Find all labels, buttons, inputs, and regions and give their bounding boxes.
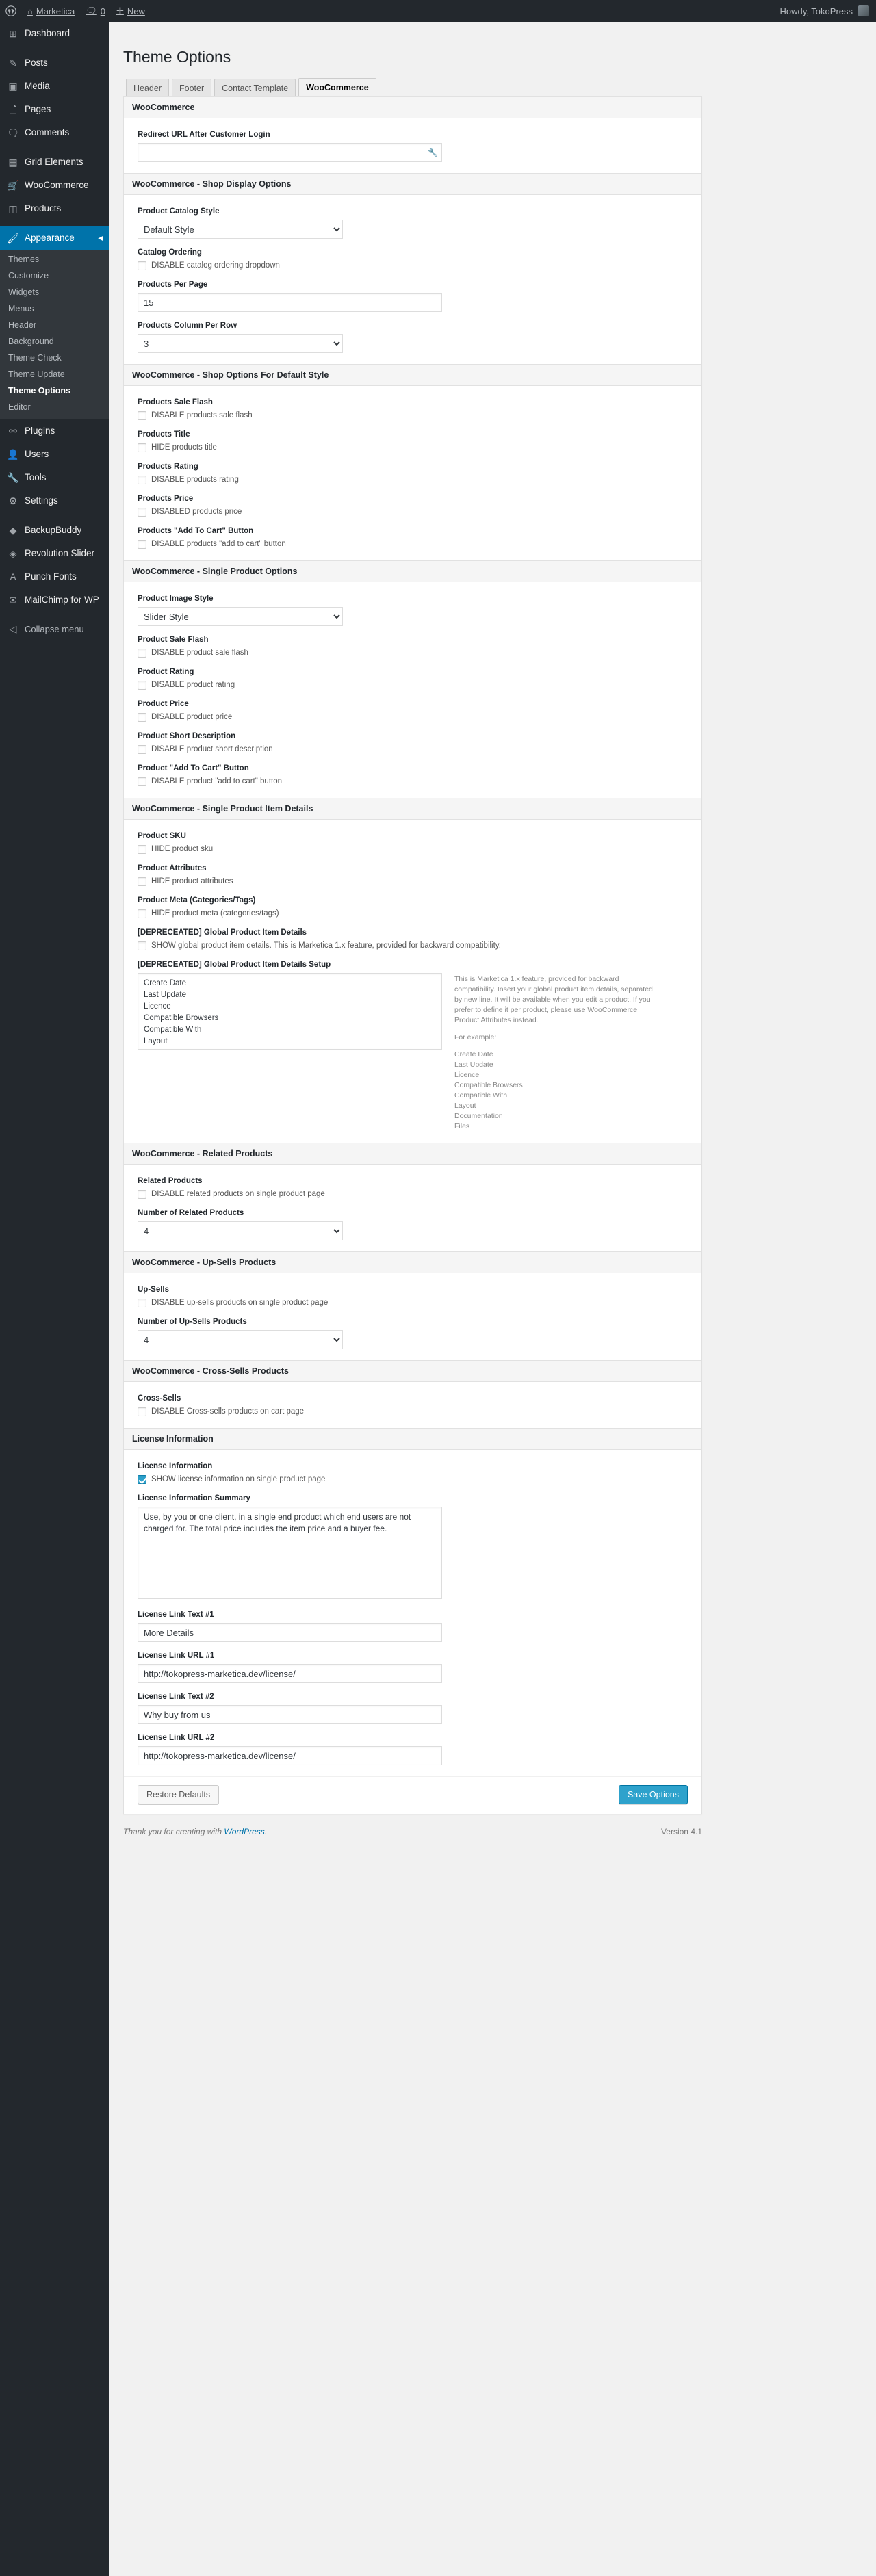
wordpress-link[interactable]: WordPress: [224, 1827, 265, 1836]
admin-sidebar-menu[interactable]: [0, 22, 110, 2576]
product-catalog-style-label: Product Catalog Style: [138, 207, 220, 216]
save-options-button[interactable]: Save Options: [619, 1785, 688, 1804]
grid-icon: ▦: [8, 157, 18, 168]
product-rating-checkbox-label: DISABLE product rating: [151, 681, 235, 689]
section-heading-upsells: WooCommerce - Up-Sells Products: [124, 1251, 701, 1273]
products-icon: ◫: [8, 203, 18, 214]
product-meta-checkbox-row[interactable]: [138, 909, 688, 919]
product-add-to-cart-checkbox-row[interactable]: [138, 777, 688, 787]
sidebar-item-label: Media: [25, 81, 50, 91]
deprecated-global-item-details-checkbox-row[interactable]: [138, 941, 688, 951]
plus-icon: ✛: [116, 5, 124, 16]
upsells-label: Up-Sells: [138, 1286, 170, 1294]
section-body-single-product: [124, 582, 701, 798]
product-short-description-checkbox[interactable]: [138, 745, 146, 754]
footer-thanks: [123, 1827, 267, 1836]
tools-icon: 🔧: [7, 472, 19, 483]
related-products-checkbox-label: DISABLE related products on single product page: [151, 1190, 325, 1198]
section-body-woocommerce: [124, 118, 701, 173]
product-meta-label: Product Meta (Categories/Tags): [138, 896, 256, 905]
page-icon: 🗋: [9, 104, 17, 115]
section-body-item-details: [124, 820, 701, 1143]
sidebar-item-label: WooCommerce: [25, 180, 89, 190]
page-title: Theme Options: [123, 48, 231, 66]
field-upsells: [138, 1286, 688, 1308]
products-sale-flash-checkbox[interactable]: [138, 411, 146, 420]
license-link-text-2-input[interactable]: [138, 1705, 442, 1724]
submenu-item-header[interactable]: Header: [8, 320, 36, 330]
field-products-add-to-cart: [138, 527, 688, 549]
howdy-label: Howdy, TokoPress: [780, 5, 853, 16]
products-rating-checkbox-label: DISABLE products rating: [151, 476, 239, 484]
number-of-upsells-select[interactable]: [138, 1330, 343, 1349]
submenu-item-editor[interactable]: Editor: [8, 402, 31, 412]
sidebar-item-tools[interactable]: [0, 466, 110, 489]
products-sale-flash-checkbox-row[interactable]: [138, 411, 688, 421]
comment-bubble-icon: 🗨: [7, 127, 19, 138]
main-content: [110, 22, 876, 2576]
products-rating-label: Products Rating: [138, 463, 198, 471]
font-icon: A: [10, 571, 16, 582]
section-heading-item-details: WooCommerce - Single Product Item Details: [124, 798, 701, 820]
help-example-item: Documentation: [454, 1112, 503, 1120]
sidebar-separator: [0, 144, 110, 151]
product-rating-checkbox-row[interactable]: [138, 680, 688, 690]
products-title-checkbox-label: HIDE products title: [151, 443, 217, 452]
global-item-details-setup-wrap: [138, 973, 688, 1132]
products-sale-flash-checkbox-label: DISABLE products sale flash: [151, 411, 253, 419]
section-body-crosssells: [124, 1382, 701, 1428]
product-sale-flash-checkbox-row[interactable]: [138, 648, 688, 658]
sidebar-item-label: Users: [25, 449, 49, 459]
gear-icon: ⚙: [8, 495, 18, 506]
field-number-of-upsells: [138, 1318, 688, 1349]
field-product-rating: [138, 668, 688, 690]
field-catalog-ordering: [138, 248, 688, 271]
sidebar-item-plugins[interactable]: [0, 419, 110, 443]
product-rating-checkbox[interactable]: [138, 681, 146, 690]
submenu-item-background[interactable]: Background: [8, 337, 54, 346]
section-heading-crosssells: WooCommerce - Cross-Sells Products: [124, 1360, 701, 1382]
product-short-description-checkbox-row[interactable]: [138, 744, 688, 755]
tab-woocommerce[interactable]: WooCommerce: [298, 78, 376, 96]
product-sku-label: Product SKU: [138, 832, 186, 840]
help-example-item: Last Update: [454, 1061, 493, 1069]
submenu-item-customize[interactable]: Customize: [8, 271, 49, 281]
field-license-summary: [138, 1494, 688, 1601]
sidebar-item-users[interactable]: [0, 443, 110, 466]
cart-icon: 🛒: [7, 180, 19, 191]
submenu-item-theme-check[interactable]: Theme Check: [8, 353, 62, 363]
product-attributes-checkbox[interactable]: [138, 877, 146, 886]
sidebar-item-woocommerce[interactable]: [0, 174, 110, 197]
product-sku-checkbox-label: HIDE product sku: [151, 845, 214, 853]
number-of-related-products-label: Number of Related Products: [138, 1209, 244, 1217]
product-price-checkbox-label: DISABLE product price: [151, 713, 233, 721]
tab-contact-template[interactable]: Contact Template: [214, 79, 296, 96]
products-title-checkbox[interactable]: [138, 443, 146, 452]
field-products-rating: [138, 463, 688, 485]
products-column-label: Products Column Per Row: [138, 322, 237, 330]
upsells-checkbox[interactable]: [138, 1299, 146, 1307]
product-short-description-label: Product Short Description: [138, 732, 236, 740]
product-image-style-select[interactable]: [138, 607, 343, 626]
field-license-link-url-1: [138, 1652, 688, 1683]
global-item-details-help: [454, 973, 660, 1132]
upsells-checkbox-row[interactable]: [138, 1298, 688, 1308]
products-column-select[interactable]: [138, 334, 343, 353]
field-license-information: [138, 1462, 688, 1485]
sidebar-item-label: Products: [25, 203, 62, 213]
users-icon: 👤: [7, 449, 19, 460]
upsells-checkbox-label: DISABLE up-sells products on single product page: [151, 1299, 328, 1307]
section-body-related: [124, 1165, 701, 1251]
field-product-meta: [138, 896, 688, 919]
tab-footer[interactable]: Footer: [172, 79, 211, 96]
product-sale-flash-label: Product Sale Flash: [138, 636, 209, 644]
dashboard-icon: ⊞: [9, 28, 17, 39]
section-heading-shop-display: WooCommerce - Shop Display Options: [124, 173, 701, 195]
field-products-column-per-row: [138, 322, 688, 353]
comment-bubble-icon: 🗨: [86, 5, 97, 16]
field-product-image-style: [138, 595, 688, 626]
sidebar-item-label: Comments: [25, 127, 70, 138]
admin-bar: [0, 0, 876, 22]
license-link-url-1-label: License Link URL #1: [138, 1652, 215, 1660]
field-license-link-text-1: [138, 1611, 688, 1642]
crosssells-label: Cross-Sells: [138, 1394, 181, 1403]
chevron-left-icon: ◁: [9, 623, 17, 634]
field-license-link-url-2: [138, 1734, 688, 1765]
product-price-label: Product Price: [138, 700, 189, 708]
field-product-sku: [138, 832, 688, 855]
sidebar-item-label: MailChimp for WP: [25, 595, 99, 605]
help-paragraph-1: This is Marketica 1.x feature, provided for backward compatibility. Insert your global product item details, separated by new line. It will be available when you edit a product. If you prefer to define it per product, please use WooCommerce Product Attributes instead.: [454, 975, 653, 1024]
related-products-checkbox-row[interactable]: [138, 1189, 688, 1199]
sidebar-separator: [0, 512, 110, 519]
backupbuddy-icon: ◆: [9, 525, 17, 536]
sidebar-item-dashboard[interactable]: [0, 22, 110, 45]
field-product-short-description: [138, 732, 688, 755]
chevron-right-icon: ◂: [98, 233, 103, 243]
sidebar-item-pages[interactable]: [0, 98, 110, 121]
section-heading-related: WooCommerce - Related Products: [124, 1143, 701, 1165]
help-paragraph-2: For example:: [454, 1033, 497, 1041]
number-of-upsells-label: Number of Up-Sells Products: [138, 1318, 247, 1326]
related-products-checkbox[interactable]: [138, 1190, 146, 1199]
media-icon: ▣: [8, 81, 18, 92]
theme-options-panel: [123, 96, 702, 1814]
products-title-label: Products Title: [138, 430, 190, 439]
license-information-checkbox-row[interactable]: [138, 1474, 688, 1485]
redirect-url-input[interactable]: [138, 143, 442, 162]
footer-thanks-post: .: [264, 1827, 268, 1836]
help-example-item: Create Date: [454, 1050, 493, 1058]
help-example-list: [454, 1050, 660, 1132]
submenu-item-theme-options[interactable]: Theme Options: [8, 386, 70, 395]
field-related-products: [138, 1177, 688, 1199]
product-add-to-cart-checkbox[interactable]: [138, 777, 146, 786]
sidebar-separator: [0, 220, 110, 226]
sidebar-item-label: Appearance: [25, 233, 75, 243]
field-products-per-page: [138, 281, 688, 312]
help-example-item: Compatible With: [454, 1091, 508, 1100]
section-heading-license: License Information: [124, 1428, 701, 1450]
sidebar-item-punch-fonts[interactable]: [0, 565, 110, 588]
redirect-url-input-wrap: [138, 143, 442, 162]
collapse-menu-label: Collapse menu: [25, 624, 84, 634]
license-link-text-1-input[interactable]: [138, 1623, 442, 1642]
crosssells-checkbox-label: DISABLE Cross-sells products on cart page: [151, 1407, 305, 1416]
products-add-to-cart-checkbox-row[interactable]: [138, 539, 688, 549]
field-redirect-url: [138, 131, 688, 162]
wp-version-label: Version 4.1: [660, 1827, 702, 1836]
redirect-url-label: Redirect URL After Customer Login: [138, 131, 270, 139]
slider-icon: ◈: [9, 548, 17, 559]
brush-icon: 🖌: [7, 233, 19, 244]
sidebar-item-label: Dashboard: [25, 28, 70, 38]
help-example-item: Layout: [454, 1102, 476, 1110]
sidebar-item-label: Tools: [25, 472, 47, 482]
products-price-checkbox[interactable]: [138, 508, 146, 517]
product-price-checkbox-row[interactable]: [138, 712, 688, 723]
number-of-related-products-select[interactable]: [138, 1221, 343, 1240]
catalog-ordering-checkbox[interactable]: [138, 261, 146, 270]
catalog-ordering-checkbox-row[interactable]: [138, 261, 688, 271]
help-example-item: Files: [454, 1122, 470, 1130]
submenu-item-widgets[interactable]: Widgets: [8, 287, 40, 297]
home-icon: ⌂: [27, 5, 33, 16]
sidebar-item-grid-elements[interactable]: [0, 151, 110, 174]
footer-thanks-pre: Thank you for creating with: [123, 1827, 224, 1836]
license-information-checkbox[interactable]: [138, 1475, 146, 1484]
pin-icon: ✎: [9, 57, 17, 68]
sidebar-item-appearance[interactable]: [0, 226, 110, 419]
admin-bar-site-name[interactable]: [22, 0, 80, 22]
product-price-checkbox[interactable]: [138, 713, 146, 722]
deprecated-global-item-details-checkbox-label: SHOW global product item details. This is Marketica 1.x feature, provided for backward compatibility.: [151, 941, 501, 950]
theme-options-tabs[interactable]: [123, 77, 862, 96]
avatar: [858, 5, 869, 16]
help-example-item: Compatible Browsers: [454, 1081, 523, 1089]
submenu-item-theme-update[interactable]: Theme Update: [8, 369, 65, 379]
deprecated-global-item-details-label: [DEPRECEATED] Global Product Item Details: [138, 928, 307, 937]
product-sale-flash-checkbox-label: DISABLE product sale flash: [151, 649, 248, 657]
field-global-item-details-setup: [138, 961, 688, 1132]
field-products-title: [138, 430, 688, 453]
product-catalog-style-select[interactable]: [138, 220, 343, 239]
license-link-url-2-input[interactable]: [138, 1746, 442, 1765]
products-per-page-label: Products Per Page: [138, 281, 208, 289]
sidebar-list: [0, 22, 110, 640]
field-products-price: [138, 495, 688, 517]
field-license-link-text-2: [138, 1693, 688, 1724]
field-crosssells: [138, 1394, 688, 1417]
sidebar-item-label: Revolution Slider: [25, 548, 95, 558]
products-rating-checkbox-row[interactable]: [138, 475, 688, 485]
comments-count: 0: [100, 5, 105, 16]
product-image-style-label: Product Image Style: [138, 595, 214, 603]
product-add-to-cart-label: Product "Add To Cart" Button: [138, 764, 249, 772]
sidebar-item-revolution-slider[interactable]: [0, 542, 110, 565]
products-title-checkbox-row[interactable]: [138, 443, 688, 453]
global-item-details-setup-textarea[interactable]: [138, 973, 442, 1050]
sidebar-item-products[interactable]: [0, 197, 110, 220]
license-link-url-2-label: License Link URL #2: [138, 1734, 215, 1742]
license-information-checkbox-label: SHOW license information on single product page: [151, 1475, 326, 1483]
license-link-text-2-label: License Link Text #2: [138, 1693, 214, 1701]
sidebar-item-label: BackupBuddy: [25, 525, 82, 535]
products-price-checkbox-label: DISABLED products price: [151, 508, 242, 516]
submenu-item-menus[interactable]: Menus: [8, 304, 34, 313]
admin-bar-account[interactable]: [780, 0, 876, 22]
sidebar-item-posts[interactable]: [0, 51, 110, 75]
wp-footer: [123, 1814, 702, 1845]
license-summary-label: License Information Summary: [138, 1494, 250, 1502]
products-price-label: Products Price: [138, 495, 194, 503]
help-example-item: Licence: [454, 1071, 480, 1079]
admin-bar-comments[interactable]: [80, 0, 111, 22]
mailchimp-icon: ✉: [9, 595, 17, 606]
product-attributes-checkbox-row[interactable]: [138, 876, 688, 887]
products-sale-flash-label: Products Sale Flash: [138, 398, 213, 406]
field-product-price: [138, 700, 688, 723]
product-rating-label: Product Rating: [138, 668, 194, 676]
field-product-sale-flash: [138, 636, 688, 658]
global-item-details-setup-label: [DEPRECEATED] Global Product Item Details Setup: [138, 961, 331, 969]
sidebar-item-media[interactable]: [0, 75, 110, 98]
sidebar-item-label: Settings: [25, 495, 58, 506]
wrench-icon[interactable]: 🔧: [428, 148, 438, 157]
license-information-label: License Information: [138, 1462, 213, 1470]
crosssells-checkbox-row[interactable]: [138, 1407, 688, 1417]
field-products-sale-flash: [138, 398, 688, 421]
sidebar-separator: [0, 612, 110, 618]
section-heading-shop-default: WooCommerce - Shop Options For Default Style: [124, 364, 701, 386]
restore-defaults-button[interactable]: Restore Defaults: [138, 1785, 219, 1804]
admin-bar-wp-logo[interactable]: [0, 0, 22, 22]
section-heading-single-product: WooCommerce - Single Product Options: [124, 560, 701, 582]
plug-icon: ⚯: [9, 426, 17, 437]
product-attributes-checkbox-label: HIDE product attributes: [151, 877, 233, 885]
field-product-attributes: [138, 864, 688, 887]
crosssells-checkbox[interactable]: [138, 1407, 146, 1416]
products-add-to-cart-checkbox-label: DISABLE products "add to cart" button: [151, 540, 286, 548]
catalog-ordering-checkbox-label: DISABLE catalog ordering dropdown: [151, 261, 280, 270]
products-add-to-cart-checkbox[interactable]: [138, 540, 146, 549]
related-products-label: Related Products: [138, 1177, 203, 1185]
tab-header[interactable]: Header: [126, 79, 169, 96]
product-meta-checkbox-label: HIDE product meta (categories/tags): [151, 909, 279, 918]
product-attributes-label: Product Attributes: [138, 864, 207, 872]
product-sale-flash-checkbox[interactable]: [138, 649, 146, 658]
sidebar-item-settings[interactable]: [0, 489, 110, 512]
sidebar-item-label: Posts: [25, 57, 48, 68]
field-product-add-to-cart: [138, 764, 688, 787]
section-body-upsells: [124, 1273, 701, 1360]
sidebar-item-label: Plugins: [25, 426, 55, 436]
sidebar-item-mailchimp[interactable]: [0, 588, 110, 612]
catalog-ordering-label: Catalog Ordering: [138, 248, 202, 257]
collapse-menu-button[interactable]: [0, 618, 110, 640]
site-name-label: Marketica: [36, 5, 75, 16]
wordpress-logo-icon: [5, 5, 16, 16]
product-add-to-cart-checkbox-label: DISABLE product "add to cart" button: [151, 777, 282, 785]
product-short-description-checkbox-label: DISABLE product short description: [151, 745, 273, 753]
new-label: New: [127, 5, 145, 16]
deprecated-global-item-details-checkbox[interactable]: [138, 941, 146, 950]
sidebar-item-label: Pages: [25, 104, 51, 114]
product-sku-checkbox[interactable]: [138, 845, 146, 854]
license-summary-textarea[interactable]: [138, 1507, 442, 1599]
appearance-submenu[interactable]: [0, 250, 110, 419]
admin-bar-new-content[interactable]: [111, 0, 151, 22]
sidebar-item-label: Grid Elements: [25, 157, 83, 167]
products-add-to-cart-label: Products "Add To Cart" Button: [138, 527, 254, 535]
products-per-page-input[interactable]: [138, 293, 442, 312]
section-heading-woocommerce: WooCommerce: [124, 96, 701, 118]
license-link-url-1-input[interactable]: [138, 1664, 442, 1683]
product-sku-checkbox-row[interactable]: [138, 844, 688, 855]
section-body-shop-default: [124, 386, 701, 560]
license-link-text-1-label: License Link Text #1: [138, 1611, 214, 1619]
sidebar-item-backupbuddy[interactable]: [0, 519, 110, 542]
section-body-license: [124, 1450, 701, 1776]
section-body-shop-display: [124, 195, 701, 364]
field-number-of-related-products: [138, 1209, 688, 1240]
field-product-catalog-style: [138, 207, 688, 239]
products-price-checkbox-row[interactable]: [138, 507, 688, 517]
sidebar-separator: [0, 45, 110, 51]
products-rating-checkbox[interactable]: [138, 476, 146, 484]
field-deprecated-global-item-details: [138, 928, 688, 951]
product-meta-checkbox[interactable]: [138, 909, 146, 918]
panel-footer: [124, 1776, 701, 1814]
sidebar-item-comments[interactable]: [0, 121, 110, 144]
sidebar-item-label: Punch Fonts: [25, 571, 77, 582]
submenu-item-themes[interactable]: Themes: [8, 255, 40, 264]
